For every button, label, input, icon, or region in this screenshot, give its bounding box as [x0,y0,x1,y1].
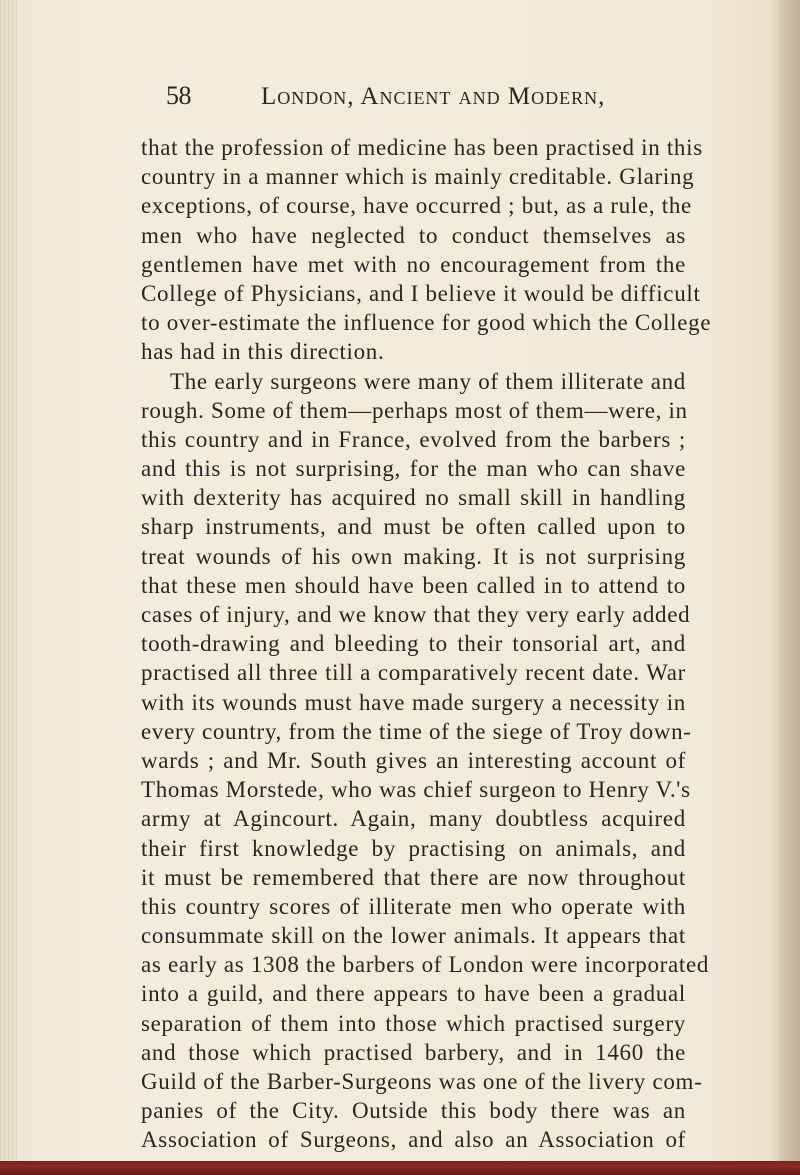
text-line: to over-estimate the influence for good which the College [141,310,712,336]
text-line: exceptions, of course, have occurred ; but, as a rule, the [141,193,692,219]
page-header [166,82,626,112]
text-line: tooth-drawing and bleeding to their tonsorial art, and [141,631,686,657]
text-line: men who have neglected to conduct themselves as [141,222,686,248]
text-line: gentlemen have met with no encouragement from the [141,251,686,277]
text-line: and this is not surprising, for the man who can shave [141,456,686,482]
text-line: into a guild, and there appears to have been a gradual [141,981,686,1007]
text-line: rough. Some of them—perhaps most of them—were, in [141,397,688,423]
running-title: London, Ancient and Modern, [261,83,606,110]
text-line: sharp instruments, and must be often called upon to [141,514,686,540]
bottom-binding-edge [0,1161,800,1175]
text-line: it must be remembered that there are now throughout [141,864,686,890]
text-line: cases of injury, and we know that they very early added [141,602,691,627]
text-line: army at Agincourt. Again, many doubtless acquired [141,806,686,832]
text-line: country in a manner which is mainly creditable. Glaring [141,164,695,190]
body-text [141,133,712,1155]
text-line: Association of Surgeons, and also an Association of [141,1127,686,1153]
text-line: separation of them into those which practised surgery [141,1010,686,1036]
paragraph-start-line: The early surgeons were many of them illiterate and [170,368,686,394]
text-line: that these men should have been called in to attend to [141,572,686,598]
text-line: Guild of the Barber-Surgeons was one of the livery com- [141,1069,703,1094]
text-line: as early as 1308 the barbers of London were incorporated [141,952,710,978]
text-line: consummate skill on the lower animals. It appears that [141,923,686,949]
text-line: that the profession of medicine has been practised in this [141,135,703,160]
text-line: and those which practised barbery, and in 1460 the [141,1039,686,1065]
text-line: Thomas Morstede, who was chief surgeon to Henry V.'s [141,777,691,803]
text-line: with its wounds must have made surgery a necessity in [141,689,686,715]
text-line: this country and in France, evolved from the barbers ; [141,426,686,452]
text-line: treat wounds of his own making. It is not surprising [141,543,686,569]
text-line: with dexterity has acquired no small skill in handling [141,485,686,511]
page-left-edge [0,0,18,1175]
page-number: 58 [166,81,191,110]
text-line: wards ; and Mr. South gives an interesting account of [141,747,686,773]
paragraph-end-line: has had in this direction. [141,339,385,365]
text-line: this country scores of illiterate men who operate with [141,893,686,919]
text-line: every country, from the time of the siege of Troy down- [141,718,692,744]
page-right-edge [778,0,800,1175]
text-line: College of Physicians, and I believe it would be difficult [141,280,701,306]
text-line: panies of the City. Outside this body there was an [141,1098,686,1124]
text-line: practised all three till a comparatively recent date. War [141,660,686,686]
text-line: their first knowledge by practising on animals, and [141,835,686,861]
